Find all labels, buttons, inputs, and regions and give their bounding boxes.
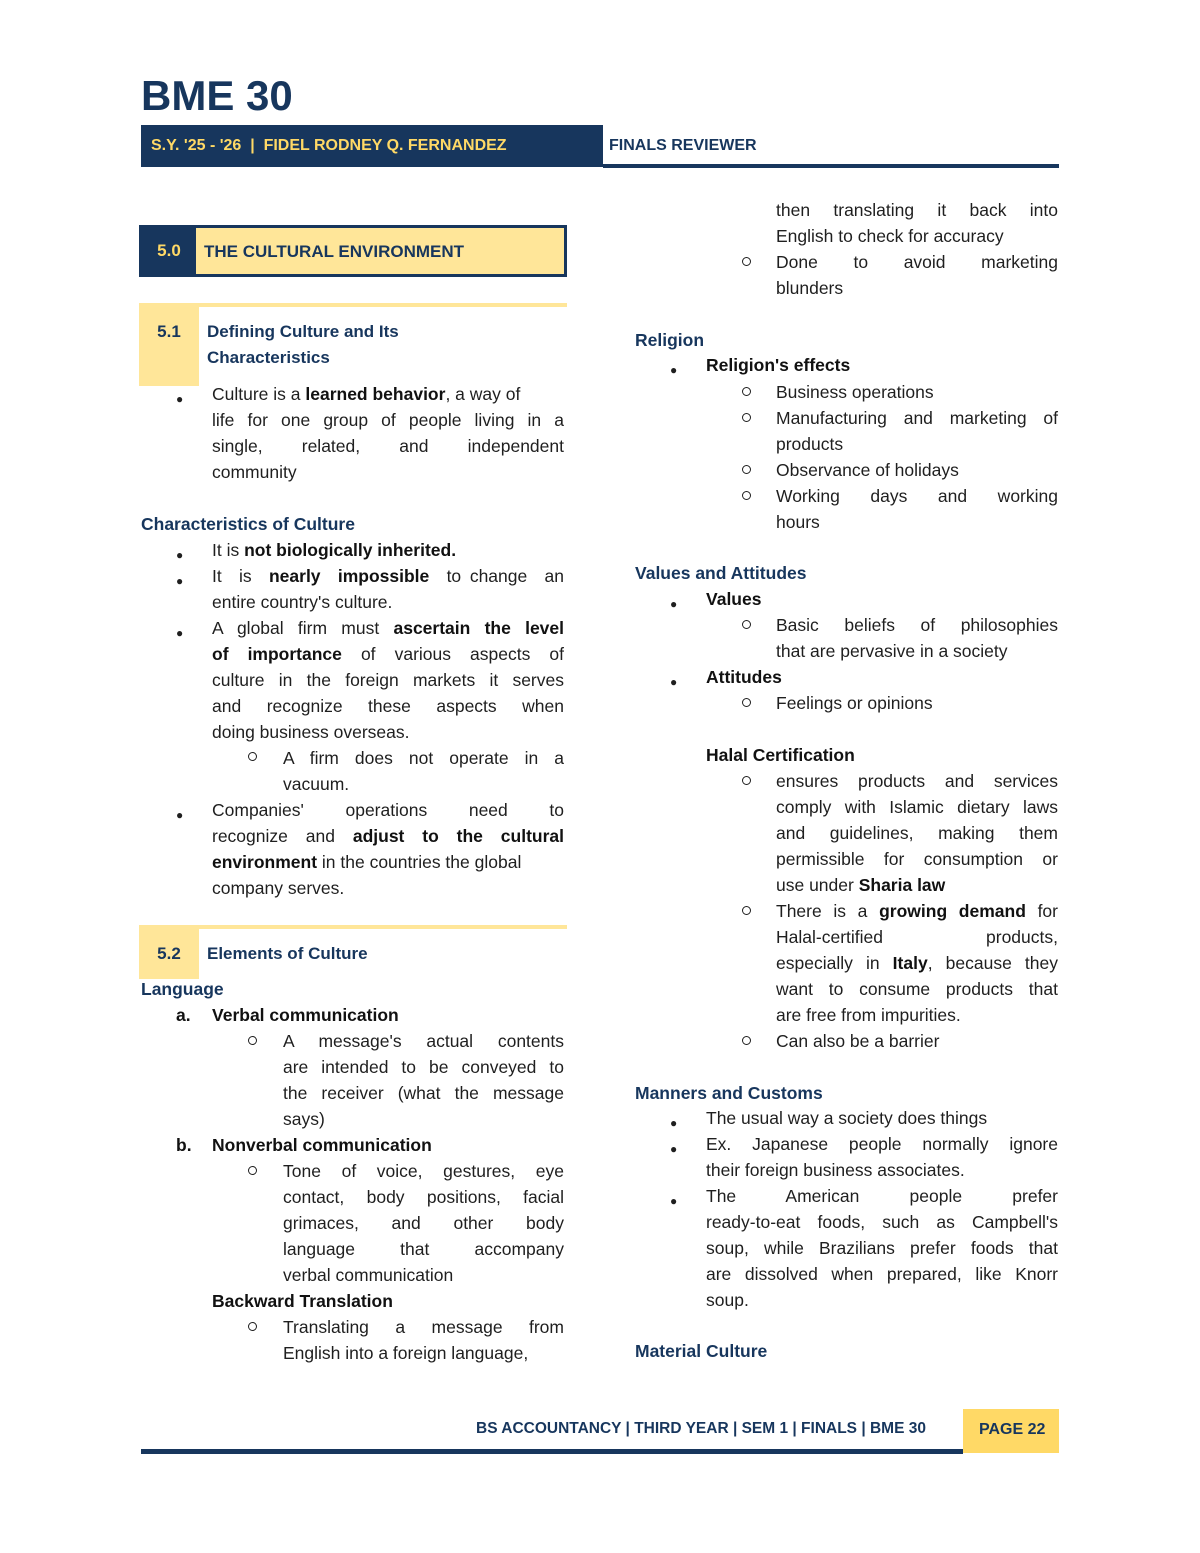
list-item: Companies' operations need to recognize and adjust to the cultural environment in the countries the global company serves. <box>212 800 564 898</box>
bullet-dot: ● <box>670 1116 678 1130</box>
list-label-b: b. <box>176 1135 192 1155</box>
language-heading: Language <box>141 979 224 999</box>
sub-bullet-circle <box>742 620 751 629</box>
section-5-1-title-line1: Defining Culture and Its <box>207 322 399 341</box>
section-5-1-title <box>207 319 399 371</box>
sub-list-item: Business operations <box>776 382 934 402</box>
header-band-text: S.Y. '25 - '26 | FIDEL RODNEY Q. FERNANDEZ <box>151 137 507 154</box>
nonverbal-communication-label: Nonverbal communication <box>212 1135 432 1155</box>
sub-list-item: ensures products and services comply with Islamic dietary laws and guidelines, making them permissible for consumption or use under Sharia law <box>776 771 1058 895</box>
verbal-communication-label: Verbal communication <box>212 1005 399 1025</box>
sub-bullet-circle <box>742 257 751 266</box>
values-label: Values <box>706 589 762 609</box>
bullet-dot: ● <box>670 1142 678 1156</box>
list-item: The usual way a society does things <box>706 1108 988 1128</box>
list-item: Ex. Japanese people normally ignore their foreign business associates. <box>706 1134 1058 1180</box>
section-5-2-box <box>139 925 567 979</box>
sub-list-item: Manufacturing and marketing of products <box>776 408 1058 454</box>
bullet-dot: ● <box>670 1194 678 1208</box>
bullet-dot: ● <box>176 574 184 588</box>
section-5-1-title-line2: Characteristics <box>207 348 330 367</box>
list-item: The American people prefer ready-to-eat foods, such as Campbell's soup, while Brazilians prefer foods that are dissolved when prepared, like Knorr soup. <box>706 1186 1058 1310</box>
sub-list-item: A message's actual contents are intended to be conveyed to the receiver (what the message says) <box>283 1031 564 1129</box>
section-5-2-number: 5.2 <box>139 929 199 979</box>
header-divider <box>603 164 1059 168</box>
halal-certification-label: Halal Certification <box>706 745 855 765</box>
sub-bullet-circle <box>742 387 751 396</box>
header-band <box>141 125 603 167</box>
sub-list-item: Can also be a barrier <box>776 1031 940 1051</box>
document-title: BME 30 <box>141 72 293 119</box>
section-5-1-box <box>139 303 567 387</box>
section-5-2-title: Elements of Culture <box>207 944 368 963</box>
section-5-0-number: 5.0 <box>142 228 196 274</box>
page-number: PAGE 22 <box>979 1421 1046 1438</box>
list-item: It is nearly impossible to change an entire country's culture. <box>212 566 564 612</box>
list-label-a: a. <box>176 1005 191 1025</box>
header-right-text: FINALS REVIEWER <box>609 137 757 154</box>
manners-customs-heading: Manners and Customs <box>635 1083 823 1103</box>
sub-bullet-circle <box>248 1322 257 1331</box>
sub-list-item-continued: then translating it back into English to check for accuracy <box>776 200 1058 246</box>
sub-bullet-circle <box>742 413 751 422</box>
sub-bullet-circle <box>742 906 751 915</box>
bullet-dot: ● <box>176 808 184 822</box>
list-item: Culture is a learned behavior, a way of life for one group of people living in a single, related, and independent community <box>212 384 564 482</box>
sub-list-item: Done to avoid marketing blunders <box>776 252 1058 298</box>
sub-list-item: Basic beliefs of philosophies that are pervasive in a society <box>776 615 1058 661</box>
footer-divider <box>141 1449 963 1454</box>
footer-text: BS ACCOUNTANCY | THIRD YEAR | SEM 1 | FINALS | BME 30 <box>476 1420 926 1437</box>
characteristics-heading: Characteristics of Culture <box>141 514 355 534</box>
sub-bullet-circle <box>248 752 257 761</box>
sub-bullet-circle <box>742 776 751 785</box>
religion-effects-label: Religion's effects <box>706 355 851 375</box>
section-5-0-box <box>139 225 567 277</box>
attitudes-label: Attitudes <box>706 667 782 687</box>
sub-list-item: Observance of holidays <box>776 460 959 480</box>
sub-list-item: There is a growing demand for Halal-certified products, especially in Italy, because they want to consume products that are free from impurities. <box>776 901 1058 1025</box>
sub-bullet-circle <box>742 1036 751 1045</box>
page-number-box <box>963 1409 1059 1453</box>
material-culture-heading: Material Culture <box>635 1341 768 1361</box>
religion-heading: Religion <box>635 330 705 350</box>
bullet-dot: ● <box>176 548 184 562</box>
section-5-0-title: THE CULTURAL ENVIRONMENT <box>204 242 465 261</box>
sub-list-item: Working days and working hours <box>776 486 1058 532</box>
sub-bullet-circle <box>248 1166 257 1175</box>
sub-bullet-circle <box>742 491 751 500</box>
bullet-dot: ● <box>670 363 678 377</box>
backward-translation-label: Backward Translation <box>212 1291 393 1311</box>
sub-bullet-circle <box>248 1036 257 1045</box>
bullet-dot: ● <box>176 392 184 406</box>
sub-list-item: Feelings or opinions <box>776 693 933 713</box>
sub-list-item: A firm does not operate in a vacuum. <box>283 748 564 794</box>
sub-list-item: Tone of voice, gestures, eye contact, body positions, facial grimaces, and other body language that accompany verbal communication <box>283 1161 564 1285</box>
list-item: It is not biologically inherited. <box>212 540 457 560</box>
sub-bullet-circle <box>742 698 751 707</box>
list-item: A global firm must ascertain the level of importance of various aspects of culture in the foreign markets it serves and recognize these aspects when doing business overseas. <box>212 618 565 742</box>
bullet-dot: ● <box>176 626 184 640</box>
bullet-dot: ● <box>670 675 678 689</box>
bullet-dot: ● <box>670 597 678 611</box>
values-attitudes-heading: Values and Attitudes <box>635 563 807 583</box>
sub-list-item: Translating a message from English into a foreign language, <box>283 1317 564 1363</box>
sub-bullet-circle <box>742 465 751 474</box>
section-5-1-number: 5.1 <box>139 307 199 386</box>
